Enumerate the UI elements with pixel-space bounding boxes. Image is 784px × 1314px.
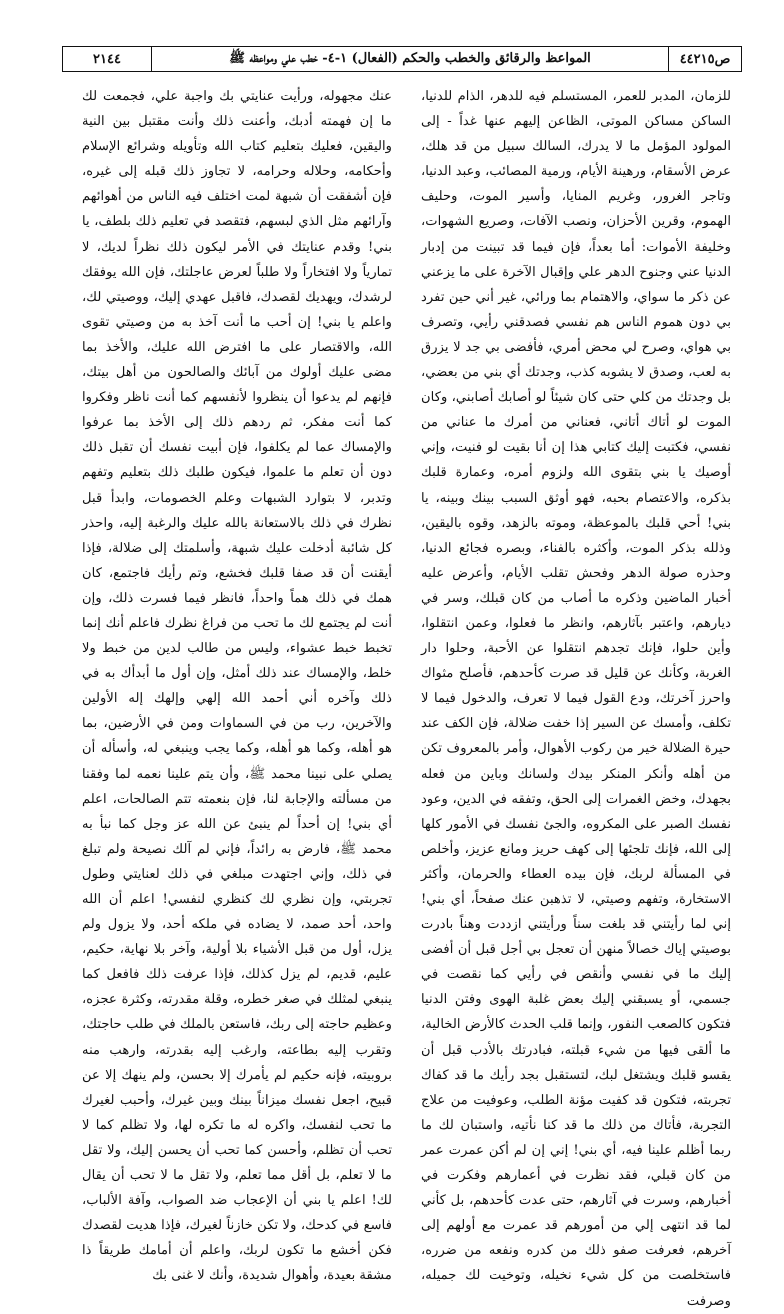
page-number: ٢١٤٤	[63, 47, 152, 71]
page-header	[62, 46, 742, 72]
column-text: عنك مجهوله، ورأيت عنايتي بك واجبة علي، فجمعت لك ما إن فهمته أدبك، وأعنت ذلك وأنت مقتبل بين النية واليقين، فعليك بتعليم كتاب الله وتأويله وشرائع الإسلام وأحكامه، وحلاله وحرامه، لا تجاوز ذلك قبله إلى غيره، فإن أشفقت أن شبهة لمت اختلف فيه الناس من أهوائهم وآرائهم مثل الذي لبسهم، فتقصد في تعليم ذلك بلطف، يا بني! وقدم عنايتك في الأمر ليكون ذلك نظراً لديك، لا تمارياً ولا افتخاراً ولا طلباً لعرض عاجلتك، فإن الله يوفقك لرشدك، ويهديك لقصدك، فاقبل عهدي إليك، ووصيتي لك، واعلم يا بني! إن أحب ما أنت آخذ به من وصيتي تقوى الله، والاقتصار على ما افترض الله عليك، والأخذ بما مضى عليك أولوك من آبائك والصالحون من أهل بيتك، فإنهم لم يدعوا أن ينظروا لأنفسهم كما أنت ناظر وفكروا كما أنت مفكر، ثم ردهم ذلك إلى الأخذ بما عرفوا والإمساك عما لم يكلفوا، فإن أبيت نفسك أن تقبل ذلك دون أن تعلم ما علموا، فيكون طلبك ذلك بتعليم وتفهم وتدبر، لا بتوارد الشبهات وعلم الخصومات، وابدأ قبل نظرك في ذلك بالاستعانة بالله عليك والرغبة إليه، واحذر كل شائبة أدخلت عليك شبهة، وأسلمتك إلى ضلالة، فإذا أيقنت أن قد صفا قلبك فخشع، وتم رأيك فاجتمع، كان همك في ذلك هماً واحداً، فانظر فيما فسرت ذلك، وإن أنت لم يجتمع لك ما تحب من فراغ نظرك فاعلم أنك إنما تخبط خبط عشواء، وليس من طالب لدين من خبط ولا خلط، والإمساك عند ذلك أمثل، وإن أول ما أبدأك به في ذلك وآخره أني أحمد الله إلهي وإلهك إله الأولين والآخرين، رب من في السماوات ومن في الأرضين، بما هو أهله، وكما هو أهله، وكما يجب وينبغي له، وأسأله أن يصلي على نبينا محمد ﷺ، وأن يتم علينا نعمه لما وفقنا من مسألته والإجابة لنا، فإن بنعمته تتم الصالحات، اعلم أي بني! إن أحداً لم ينبئ عن الله عز وجل كما نبأ به محمد ﷺ، فارض به رائداً، فإني لم آلك نصيحة ولم تبلغ في ذلك، وإني اجتهدت مبلغي في ذلك لعنايتي وطول تجربتي، وإن نظري لك كنظري لنفسي! اعلم أن الله واحد، أحد صمد، لا يضاده في ملكه أحد، ولا يزول ولم يزل، أول من قبل الأشياء بلا أولية، وآخر بلا نهاية، حكيم، عليم، قديم، لم يزل كذلك، فإذا عرفت ذلك فافعل كما ينبغي لمثلك في صغر خطره، وقلة مقدرته، وكثرة عجزه، وعظيم حاجته إلى ربك، فاستعن بالملك في طلب حاجتك، وتقرب إليه بطاعته، وارغب إليه بقدرته، وارهب منه بروبيته، فإنه حكيم لم يأمرك إلا بحسن، ولم ينهك إلا عن قبيح، اجعل نفسك ميزاناً بينك وبين غيرك، وأحبب لغيرك ما تحب لنفسك، واكره له ما تكره لها، ولا تظلم كما لا تحب أن تظلم، وأحسن كما تحب أن يحسن إليك، ولا تقل ما لا تعلم، بل أقل مما تعلم، ولا تقل ما لا تحب أن يقال لك! اعلم يا بني أن الإعجاب ضد الصواب، وآفة الألباب، فاسع في كدحك، ولا تكن خازناً لغيرك، فإذا هديت لقصدك فكن أخشع ما تكون لربك، واعلم أن أمامك طريقاً ذا مشقة بعيدة، وأهوال شديدة، وأنك لا غنى بك	[82, 89, 392, 1284]
text-column-right	[421, 84, 731, 1309]
text-column-left	[82, 84, 392, 1284]
page-code: ص٤٤٢١٥	[668, 47, 741, 71]
column-text: للزمان، المدبر للعمر، المستسلم فيه للدهر، الذام للدنيا، الساكن مساكن الموتى، الظاعن إليهم عنها غداً - إلى المولود المؤمل ما لا يدرك، السالك سبيل من قد هلك، عرض الأسقام، ورهينة الأيام، ورمية المصائب، وعبد الدنيا، وتاجر الغرور، وغريم المنايا، وأسير الموت، وحليف الهموم، وقرين الأحزان، ونصب الآفات، وصريع الشهوات، وخليفة الأموات: أما بعداً، فإن فيما قد تبينت من إدبار الدنيا عني وجنوح الدهر علي وإقبال الآخرة على ما يزعني عن ذكر ما سواي، والاهتمام بما ورائي، غير أني حين تفرد بي دون هموم الناس هم نفسي فصدقني رأيي، وتصرف بي هواي، وصرح لي محض أمري، فأفضى بي جد لا يزرق به لعب، وصدق لا يشوبه كذب، وجدتك أي بني من بعضي، بل وجدتك من كلي حتى كان شيئاً لو أصابك أصابني، وكان الموت لو أتاك أتاني، فعناني من أمرك ما عناني من نفسي، فكتبت إليك كتابي هذا إن أنا بقيت لو فنيت، وإني أوصيك يا بني بتقوى الله ولزوم أمره، وعمارة قلبك بذكره، والاعتصام بحبه، فهو أوثق السبب بينك وبينه، يا بني! أحي قلبك بالموعظة، وموته بالزهد، وقوه باليقين، وذلله بذكر الموت، وأكثره بالفناء، وبصره فجائع الدنيا، وحذره صولة الدهر وفحش تقلب الأيام، وأعرض عليه أخبار الماضين وذكره ما أصاب من كان قبلك، وسر في ديارهم، واعتبر بآثارهم، وانظر ما فعلوا، وعمن انتقلوا، وأين حلوا، فإنك تجدهم انتقلوا عن الأحبة، وحلوا دار الغربة، وكأنك عن قليل قد صرت كأحدهم، فأصلح مثواك واحرز آخرتك، ودع القول فيما لا تعرف، والدخول فيما لا تكلف، وأمسك عن السير إذا خفت ضلالة، فإن الكف عند حيرة الضلالة خير من ركوب الأهوال، وأمر بالمعروف تكن من أهله وأنكر المنكر بيدك ولسانك وباين من فعله بجهدك، وخض الغمرات إلى الحق، وتفقه في الدين، وعود نفسك الصبر على المكروه، والجئ نفسك في الأمور كلها إلى الله، فإنك تلجئها إلى كهف حريز ومانع عزيز، وأخلص في المسألة لربك، فإن بيده العطاء والحرمان، وأكثر الاستخارة، وتفهم وصيتي، لا تذهبن عنك صفحاً، أي بني! إني لما رأيتني قد بلغت سناً ورأيتني ازددت وهناً بادرت بوصيتي إياك خصالاً منهن أن تعجل بي أجل قبل أن أفضى إليك ما في نفسي وأنقص في رأيي كما نقصت في جسمي، أو يسبقني إليك بعض غلبة الهوى وفتن الدنيا فتكون كالصعب النفور، وإنما قلب الحدث كالأرض الخالية، ما ألقى فيها من شيء قبلته، فبادرتك بالأدب قبل أن يقسو قلبك ويشتغل لبك، لتستقبل بجد رأيك ما قد كفاك تجربته، فتكون قد كفيت مؤنة الطلب، وعوفيت من علاج التجربة، فأتاك من ذلك ما قد كنا نأتيه، واستبان لك ما ربما أظلم علينا فيه، أي بني! إني إن لم أكن عمرت عمر من كان قبلي، فقد نظرت في أعمارهم وفكرت في أخبارهم، وسرت في آثارهم، حتى عدت كأحدهم، بل كأني لما قد انتهى إلي من أمورهم قد عمرت مع أولهم إلى آخرهم، فعرفت صفو ذلك من كدره ونفعه من ضرره، فاستخلصت من كل شيء نخيله، وتوخيت لك جميله، وصرفت	[421, 89, 731, 1309]
running-title: المواعظ والرقائق والخطب والحكم (الفعال) ١-٤- خطب علي ومواعظه ﷺ	[229, 50, 591, 66]
